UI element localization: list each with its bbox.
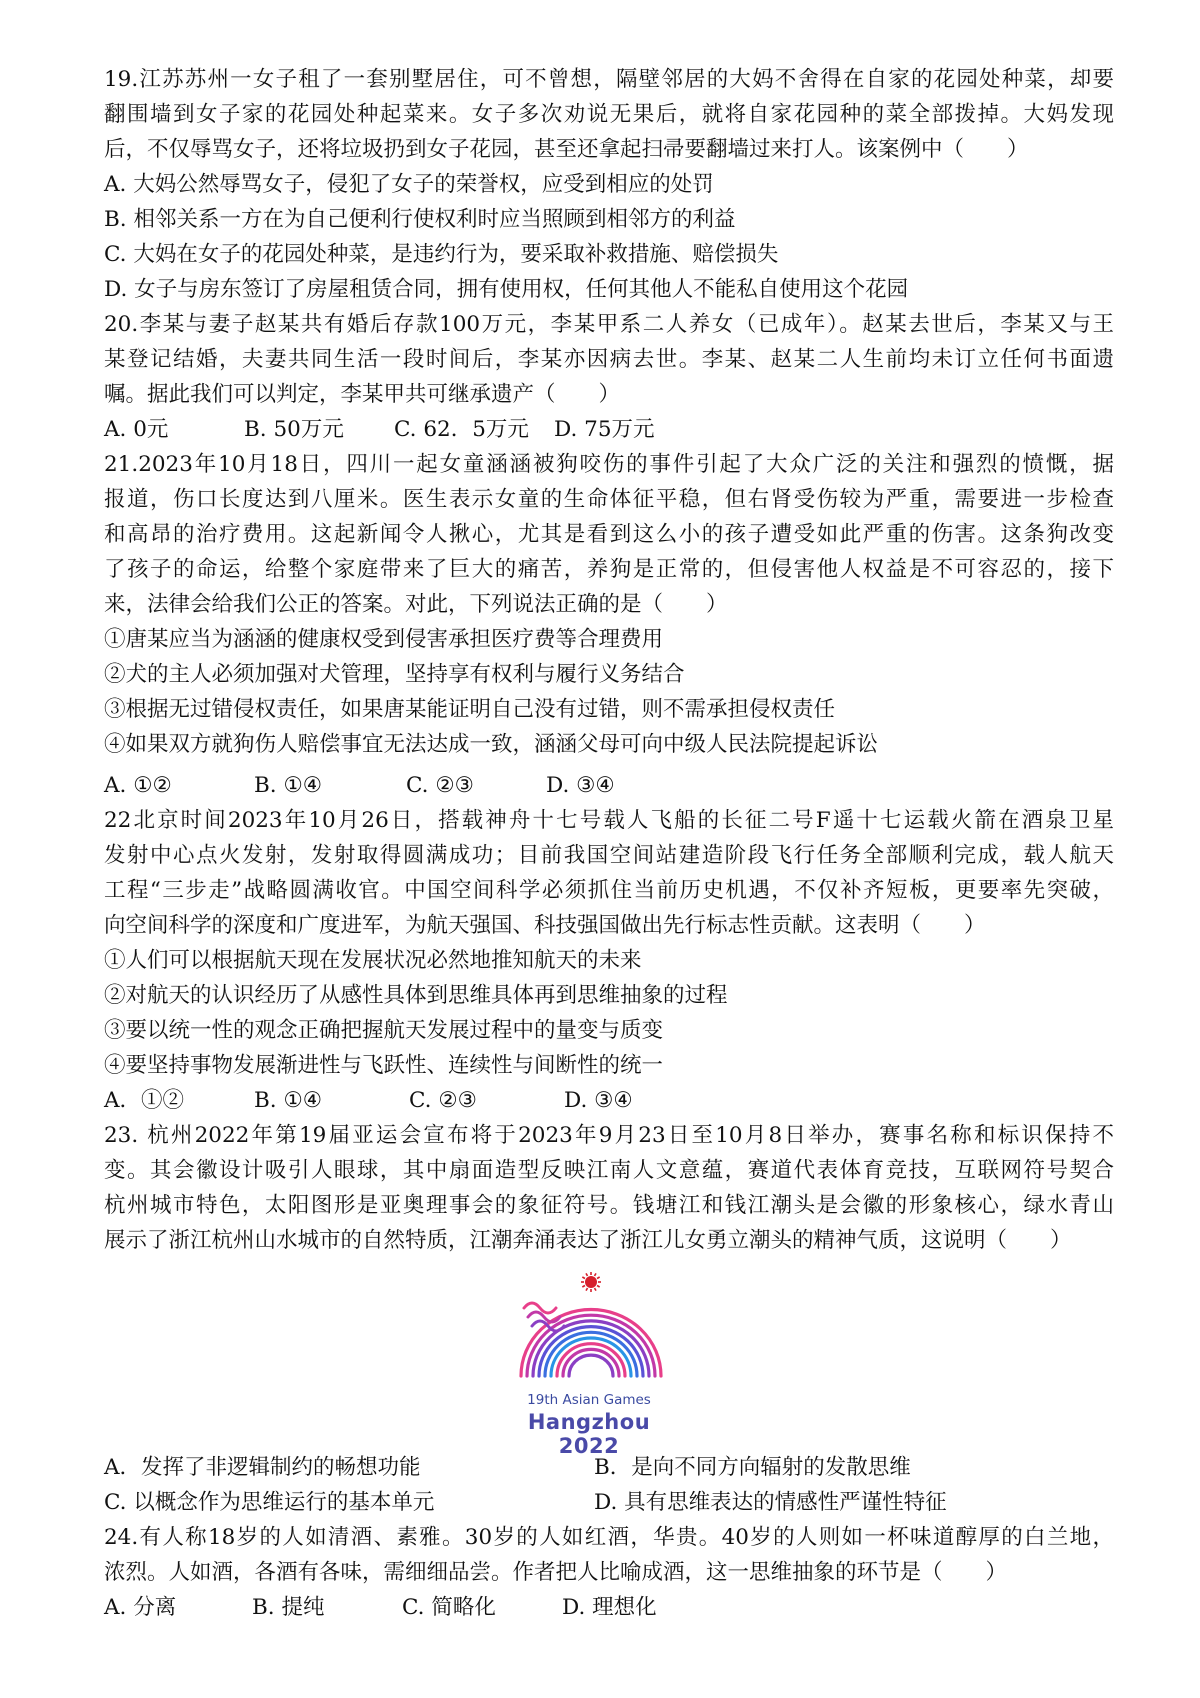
question-24-options	[104, 1590, 1114, 1625]
question-22	[104, 803, 1114, 1118]
question-21-statement-3: ③根据无过错侵权责任，如果唐某能证明自己没有过错，则不需承担侵权责任	[104, 697, 836, 722]
question-22-statement-3: ③要以统一性的观念正确把握航天发展过程中的量变与质变	[104, 1018, 664, 1043]
question-22-option-a: A．①②	[104, 1088, 185, 1113]
question-21-option-c: C. ②③	[406, 773, 474, 798]
sun-ray	[595, 1288, 597, 1291]
question-23-option-d: D. 具有思维表达的情感性严谨性特征	[594, 1490, 947, 1515]
question-21-stem-line: 21.2023年10月18日，四川一起女童涵涵被狗咬伤的事件引起了大众广泛的关注和强烈的愤慨，据	[104, 452, 1114, 477]
sun-ray	[597, 1286, 600, 1288]
question-21-options	[104, 768, 1114, 803]
question-23	[104, 1118, 1114, 1520]
question-20-stem-line: 嘱。据此我们可以判定，李某甲共可继承遗产（ ）	[104, 382, 621, 407]
question-23-stem-line: 23. 杭州2022年第19届亚运会宣布将于2023年9月23日至10月8日举办，赛事名称和标识保持不	[104, 1123, 1114, 1148]
question-22-statement-1: ①人们可以根据航天现在发展状况必然地推知航天的未来	[104, 948, 642, 973]
question-23-stem-line: 杭州城市特色，太阳图形是亚奥理事会的象征符号。钱塘江和钱江潮头是会徽的形象核心，绿水青山	[104, 1193, 1114, 1218]
wave-stroke	[524, 1303, 556, 1313]
question-22-stem-line: 发射中心点火发射，发射取得圆满成功；目前我国空间站建造阶段飞行任务全部顺利完成，载人航天	[104, 843, 1114, 868]
logo-title: 19th Asian Games	[527, 1392, 651, 1408]
question-20-option-a: A. 0元	[104, 417, 169, 442]
sun-ray	[595, 1273, 597, 1276]
question-20-options	[104, 412, 1114, 447]
question-21-stem-line: 和高昂的治疗费用。这起新闻令人揪心，尤其是看到这么小的孩子遭受如此严重的伤害。这条狗改变	[104, 522, 1114, 547]
sun-ray	[582, 1286, 585, 1288]
sun-ray	[597, 1277, 600, 1279]
question-19-stem-line: 后，不仅辱骂女子，还将垃圾扔到女子花园，甚至还拿起扫帚要翻墙过来打人。该案例中（ ）	[104, 137, 1029, 162]
question-19-option-b: B. 相邻关系一方在为自己便利行使权利时应当照顾到相邻方的利益	[104, 207, 736, 232]
question-23-option-b: B．是向不同方向辐射的发散思维	[594, 1455, 911, 1480]
asian-games-logo	[104, 1264, 1114, 1458]
question-22-statement-2: ②对航天的认识经历了从感性具体到思维具体再到思维抽象的过程	[104, 983, 728, 1008]
asian-games-emblem-icon	[506, 1264, 676, 1394]
question-24-option-b: B. 提纯	[252, 1595, 325, 1620]
question-23-option-a: A．发挥了非逻辑制约的畅想功能	[104, 1455, 421, 1480]
question-19	[104, 62, 1114, 307]
question-20	[104, 307, 1114, 447]
question-22-option-c: C. ②③	[409, 1088, 477, 1113]
question-22-stem-line: 向空间科学的深度和广度进军，为航天强国、科技强国做出先行标志性贡献。这表明（ ）	[104, 913, 986, 938]
sun-ray	[586, 1288, 588, 1291]
question-20-option-d: D. 75万元	[554, 417, 655, 442]
question-23-options-row-2	[104, 1485, 1114, 1520]
sun-icon	[581, 1272, 601, 1292]
question-20-stem-line: 某登记结婚，夫妻共同生活一段时间后，李某亦因病去世。李某、赵某二人生前均未订立任何书面遗	[104, 347, 1114, 372]
question-24-option-d: D. 理想化	[562, 1595, 657, 1620]
question-20-option-c: C. 62．5万元	[394, 417, 529, 442]
question-22-options	[104, 1083, 1114, 1118]
question-21-stem-line: 报道，伤口长度达到八厘米。医生表示女童的生命体征平稳，但右肾受伤较为严重，需要进一步检查	[104, 487, 1114, 512]
question-24-option-a: A. 分离	[104, 1595, 177, 1620]
question-21-statement-4: ④如果双方就狗伤人赔偿事宜无法达成一致，涵涵父母可向中级人民法院提起诉讼	[104, 732, 879, 757]
sun-ray	[586, 1273, 588, 1276]
exam-page	[104, 62, 1114, 1625]
question-22-stem-line: 工程“三步走”战略圆满收官。中国空间科学必须抓住当前历史机遇，不仅补齐短板，更要率先突破，	[104, 878, 1114, 903]
question-22-statement-4: ④要坚持事物发展渐进性与飞跃性、连续性与间断性的统一	[104, 1053, 664, 1078]
question-24-stem-line: 浓烈。人如酒，各酒有各味，需细细品尝。作者把人比喻成酒，这一思维抽象的环节是（ ）	[104, 1560, 1008, 1585]
question-19-stem-line: 19.江苏苏州一女子租了一套别墅居住，可不曾想，隔壁邻居的大妈不舍得在自家的花园处种菜，却要	[104, 67, 1114, 92]
sun-ray	[582, 1277, 585, 1279]
question-21-statement-1: ①唐某应当为涵涵的健康权受到侵害承担医疗费等合理费用	[104, 627, 664, 652]
question-19-option-c: C. 大妈在女子的花园处种菜，是违约行为，要采取补救措施、赔偿损失	[104, 242, 779, 267]
question-19-stem-line: 翻围墙到女子家的花园处种起菜来。女子多次劝说无果后，就将自家花园种的菜全部拨掉。大妈发现	[104, 102, 1114, 127]
question-21-option-b: B. ①④	[254, 773, 323, 798]
question-23-option-c: C. 以概念作为思维运行的基本单元	[104, 1490, 435, 1515]
question-19-option-d: D. 女子与房东签订了房屋租赁合同，拥有使用权，任何其他人不能私自使用这个花园	[104, 277, 909, 302]
question-24	[104, 1520, 1114, 1625]
question-22-option-b: B. ①④	[254, 1088, 323, 1113]
logo-city: Hangzhou 2022	[527, 1410, 651, 1458]
question-21-stem-line: 了孩子的命运，给整个家庭带来了巨大的痛苦，养狗是正常的，但侵害他人权益是不可容忍的，接下	[104, 557, 1114, 582]
question-21	[104, 447, 1114, 803]
question-21-option-a: A. ①②	[104, 773, 172, 798]
fan-arc	[569, 1355, 613, 1376]
question-23-stem-line: 变。其会徽设计吸引人眼球，其中扇面造型反映江南人文意蕴，赛道代表体育竞技，互联网符号契合	[104, 1158, 1114, 1183]
question-20-option-b: B. 50万元	[244, 417, 344, 442]
question-24-stem-line: 24.有人称18岁的人如清酒、素雅。30岁的人如红酒，华贵。40岁的人则如一杯味道醇厚的白兰地，	[104, 1525, 1114, 1550]
question-22-stem-line: 22北京时间2023年10月26日，搭载神舟十七号载人飞船的长征二号F遥十七运载火箭在酒泉卫星	[104, 808, 1114, 833]
question-21-stem-line: 来，法律会给我们公正的答案。对此，下列说法正确的是（ ）	[104, 592, 728, 617]
question-21-option-d: D. ③④	[546, 773, 615, 798]
question-20-stem-line: 20.李某与妻子赵某共有婚后存款100万元，李某甲系二人养女（已成年）。赵某去世后，李某又与王	[104, 312, 1114, 337]
fan-arc	[563, 1349, 619, 1376]
question-21-statement-2: ②犬的主人必须加强对犬管理，坚持享有权利与履行义务结合	[104, 662, 685, 687]
question-23-stem-line: 展示了浙江杭州山水城市的自然特质，江潮奔涌表达了浙江儿女勇立潮头的精神气质，这说明（ ）	[104, 1228, 1072, 1253]
question-24-option-c: C. 简略化	[402, 1595, 496, 1620]
question-19-option-a: A. 大妈公然辱骂女子，侵犯了女子的荣誉权，应受到相应的处罚	[104, 172, 714, 197]
question-22-option-d: D. ③④	[564, 1088, 633, 1113]
